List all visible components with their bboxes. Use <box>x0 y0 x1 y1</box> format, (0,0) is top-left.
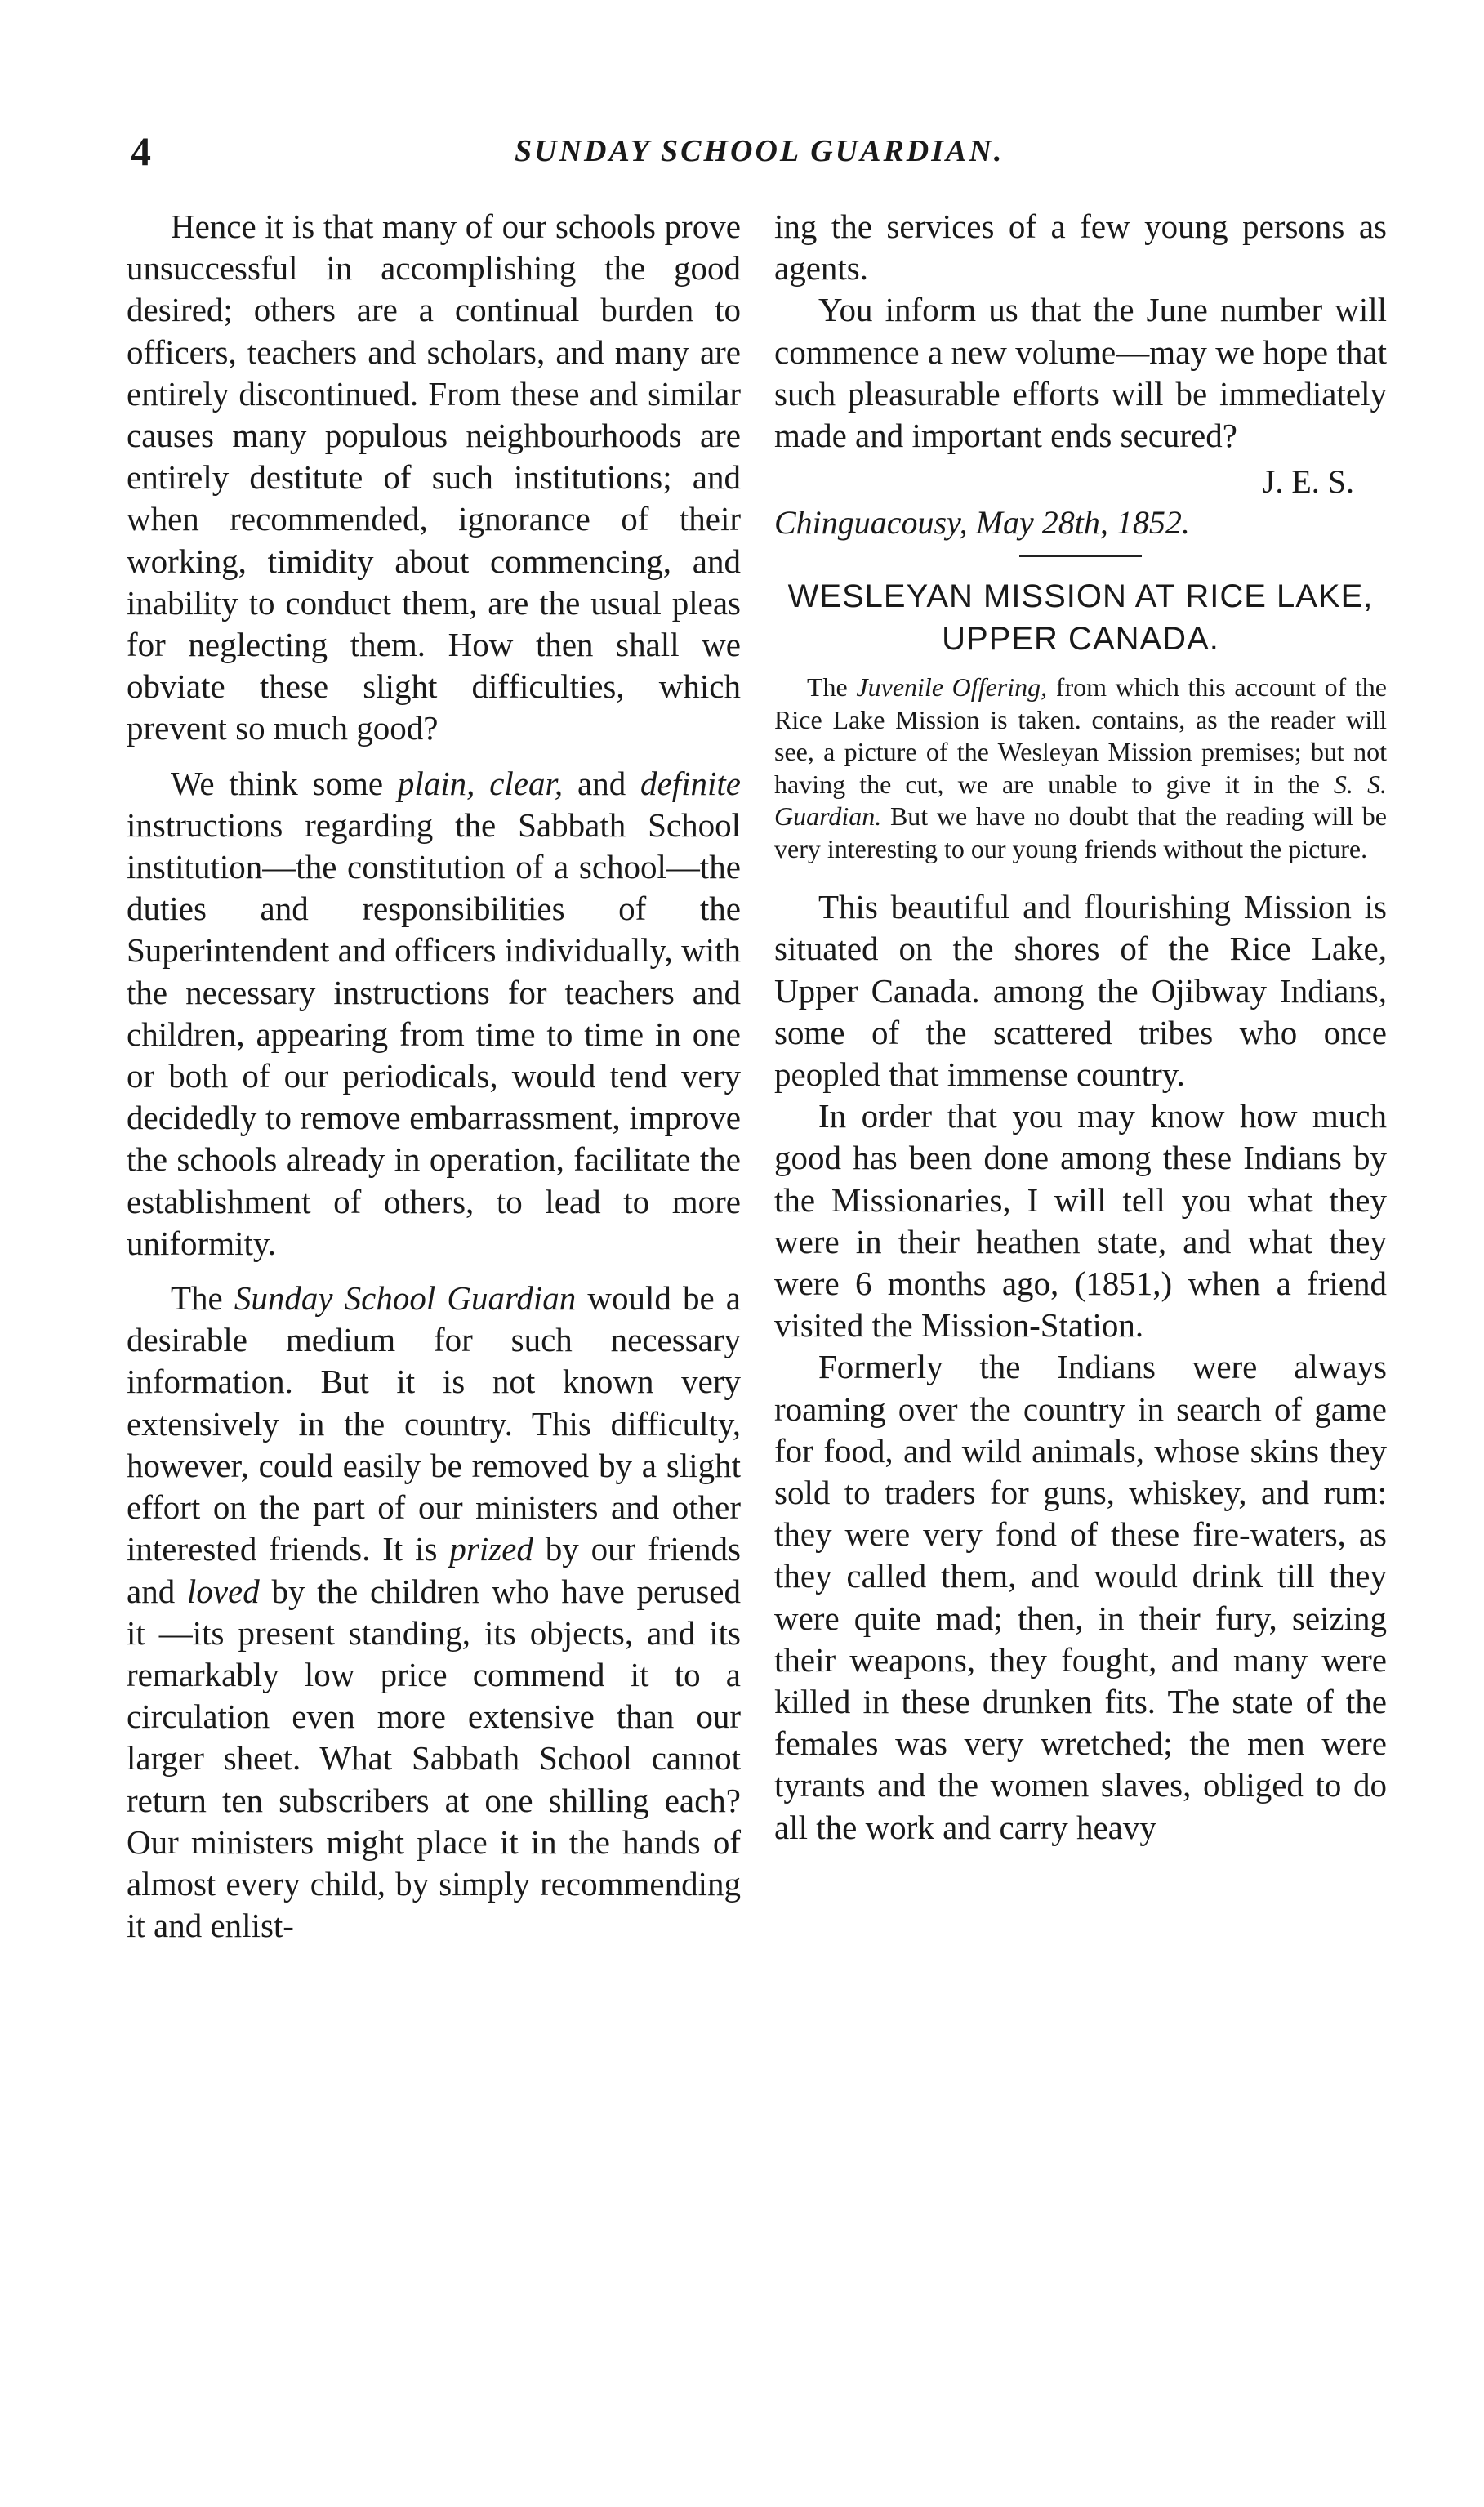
paragraph-text: We think some <box>171 764 398 802</box>
paragraph-text: In order that you may know how much good has been done among these Indians by the Missionaries, I will tell you what they were in their heathen state, and what they were 6 months ago, (1851,) when a friend visited the Mission-Station. <box>774 1097 1387 1345</box>
article-heading-line: UPPER CANADA. <box>942 621 1219 658</box>
paragraph <box>774 206 1387 289</box>
left-column <box>127 206 741 1947</box>
paragraph <box>774 1346 1387 1848</box>
paragraph-text: ing the services of a few young persons as agents. <box>774 207 1387 288</box>
paragraph <box>774 289 1387 457</box>
running-title: SUNDAY SCHOOL GUARDIAN. <box>515 134 1005 168</box>
article-heading <box>774 575 1387 660</box>
paragraph <box>127 763 741 1265</box>
paragraph <box>127 206 741 750</box>
emphasis-text: prized <box>449 1530 533 1568</box>
paragraph-text: Hence it is that many of our schools prove unsuccessful in accomplishing the good desired; others are a continual burden to officers, teachers and scholars, and many are entirely discontinued. From these and similar causes many populous neighbourhoods are entirely destitute of such institutions; and when recommended, ignorance of their working, timidity about commencing, and inability to conduct them, are the usual pleas for neglecting them. How then shall we obviate these slight difficulties, which prevent so much good? <box>127 207 741 747</box>
paragraph <box>774 1095 1387 1346</box>
letter-signature: J. E. S. <box>1262 463 1354 501</box>
paragraph <box>774 886 1387 1095</box>
article-heading-line: WESLEYAN MISSION AT RICE LAKE, <box>787 578 1374 615</box>
letter-dateline: Chinguacousy, May 28th, 1852. <box>774 504 1190 542</box>
note-text: But we have no doubt that the reading will be very interesting to our young friends without the picture. <box>774 801 1387 863</box>
editorial-note <box>774 671 1387 865</box>
emphasis-text: definite <box>640 764 741 802</box>
note-text: from which this account of the Rice Lake Mission is taken. contains, as the reader will see, a picture of the Wesleyan Mission premises; but not having the cut, we are unable to give it in the <box>774 672 1388 799</box>
emphasis-text: Juvenile Offering, <box>856 672 1048 703</box>
paragraph <box>127 1278 741 1947</box>
emphasis-text: Sunday School Guardian <box>234 1279 577 1318</box>
paragraph-text: You inform us that the June number will commence a new volume—may we hope that such pleasurable efforts will be immediately made and important ends secured? <box>774 291 1387 455</box>
section-divider <box>1019 555 1142 557</box>
right-column <box>774 206 1387 1849</box>
paragraph-text: The <box>171 1279 234 1318</box>
emphasis-text: loved <box>186 1572 260 1610</box>
paragraph-text: and <box>563 764 641 802</box>
paragraph-text: by the children who have perused it —its present standing, its objects, and its remarkably low price commend it to a circulation even more extensive than our larger sheet. What Sabbath School cannot return ten subscribers at one shilling each? Our ministers might place it in the hands of almost every child, by simply recommending it and enlist- <box>127 1572 741 1945</box>
paragraph-text: instructions regarding the Sabbath School institution—the constitution of a school—the duties and responsibilities of the Superintendent and officers individually, with the necessary instructions for teachers and children, appearing from time to time in one or both of our periodicals, would tend very decidedly to remove embarrassment, improve the schools already in operation, facilitate the establishment of others, to lead to more uniformity. <box>127 805 741 1262</box>
emphasis-text: S. S. Guardian. <box>774 769 1388 832</box>
note-text: The <box>807 672 857 703</box>
page-header <box>131 123 1372 180</box>
emphasis-text: plain, clear, <box>397 764 564 802</box>
paragraph-text: This beautiful and flourishing Mission is situated on the shores of the Rice Lake, Upper Canada. among the Ojibway Indians, some of the scattered tribes who once peopled that immense country. <box>774 888 1387 1094</box>
paragraph-text: by our friends and <box>127 1530 741 1610</box>
paragraph-text: would be a desirable medium for such necessary information. But it is not known very extensively in the country. This difficulty, however, could easily be removed by a slight effort on the part of our ministers and other interested friends. It is <box>127 1279 741 1568</box>
paragraph-text: Formerly the Indians were always roaming over the country in search of game for food, and wild animals, whose skins they sold to traders for guns, whiskey, and rum: they were very fond of these fire-waters, as they called them, and would drink till they were quite mad; then, in their fury, seizing their weapons, they fought, and many were killed in these drunken fits. The state of the females was very wretched; the men were tyrants and the women slaves, obliged to do all the work and carry heavy <box>774 1348 1387 1846</box>
page-number: 4 <box>131 128 151 174</box>
